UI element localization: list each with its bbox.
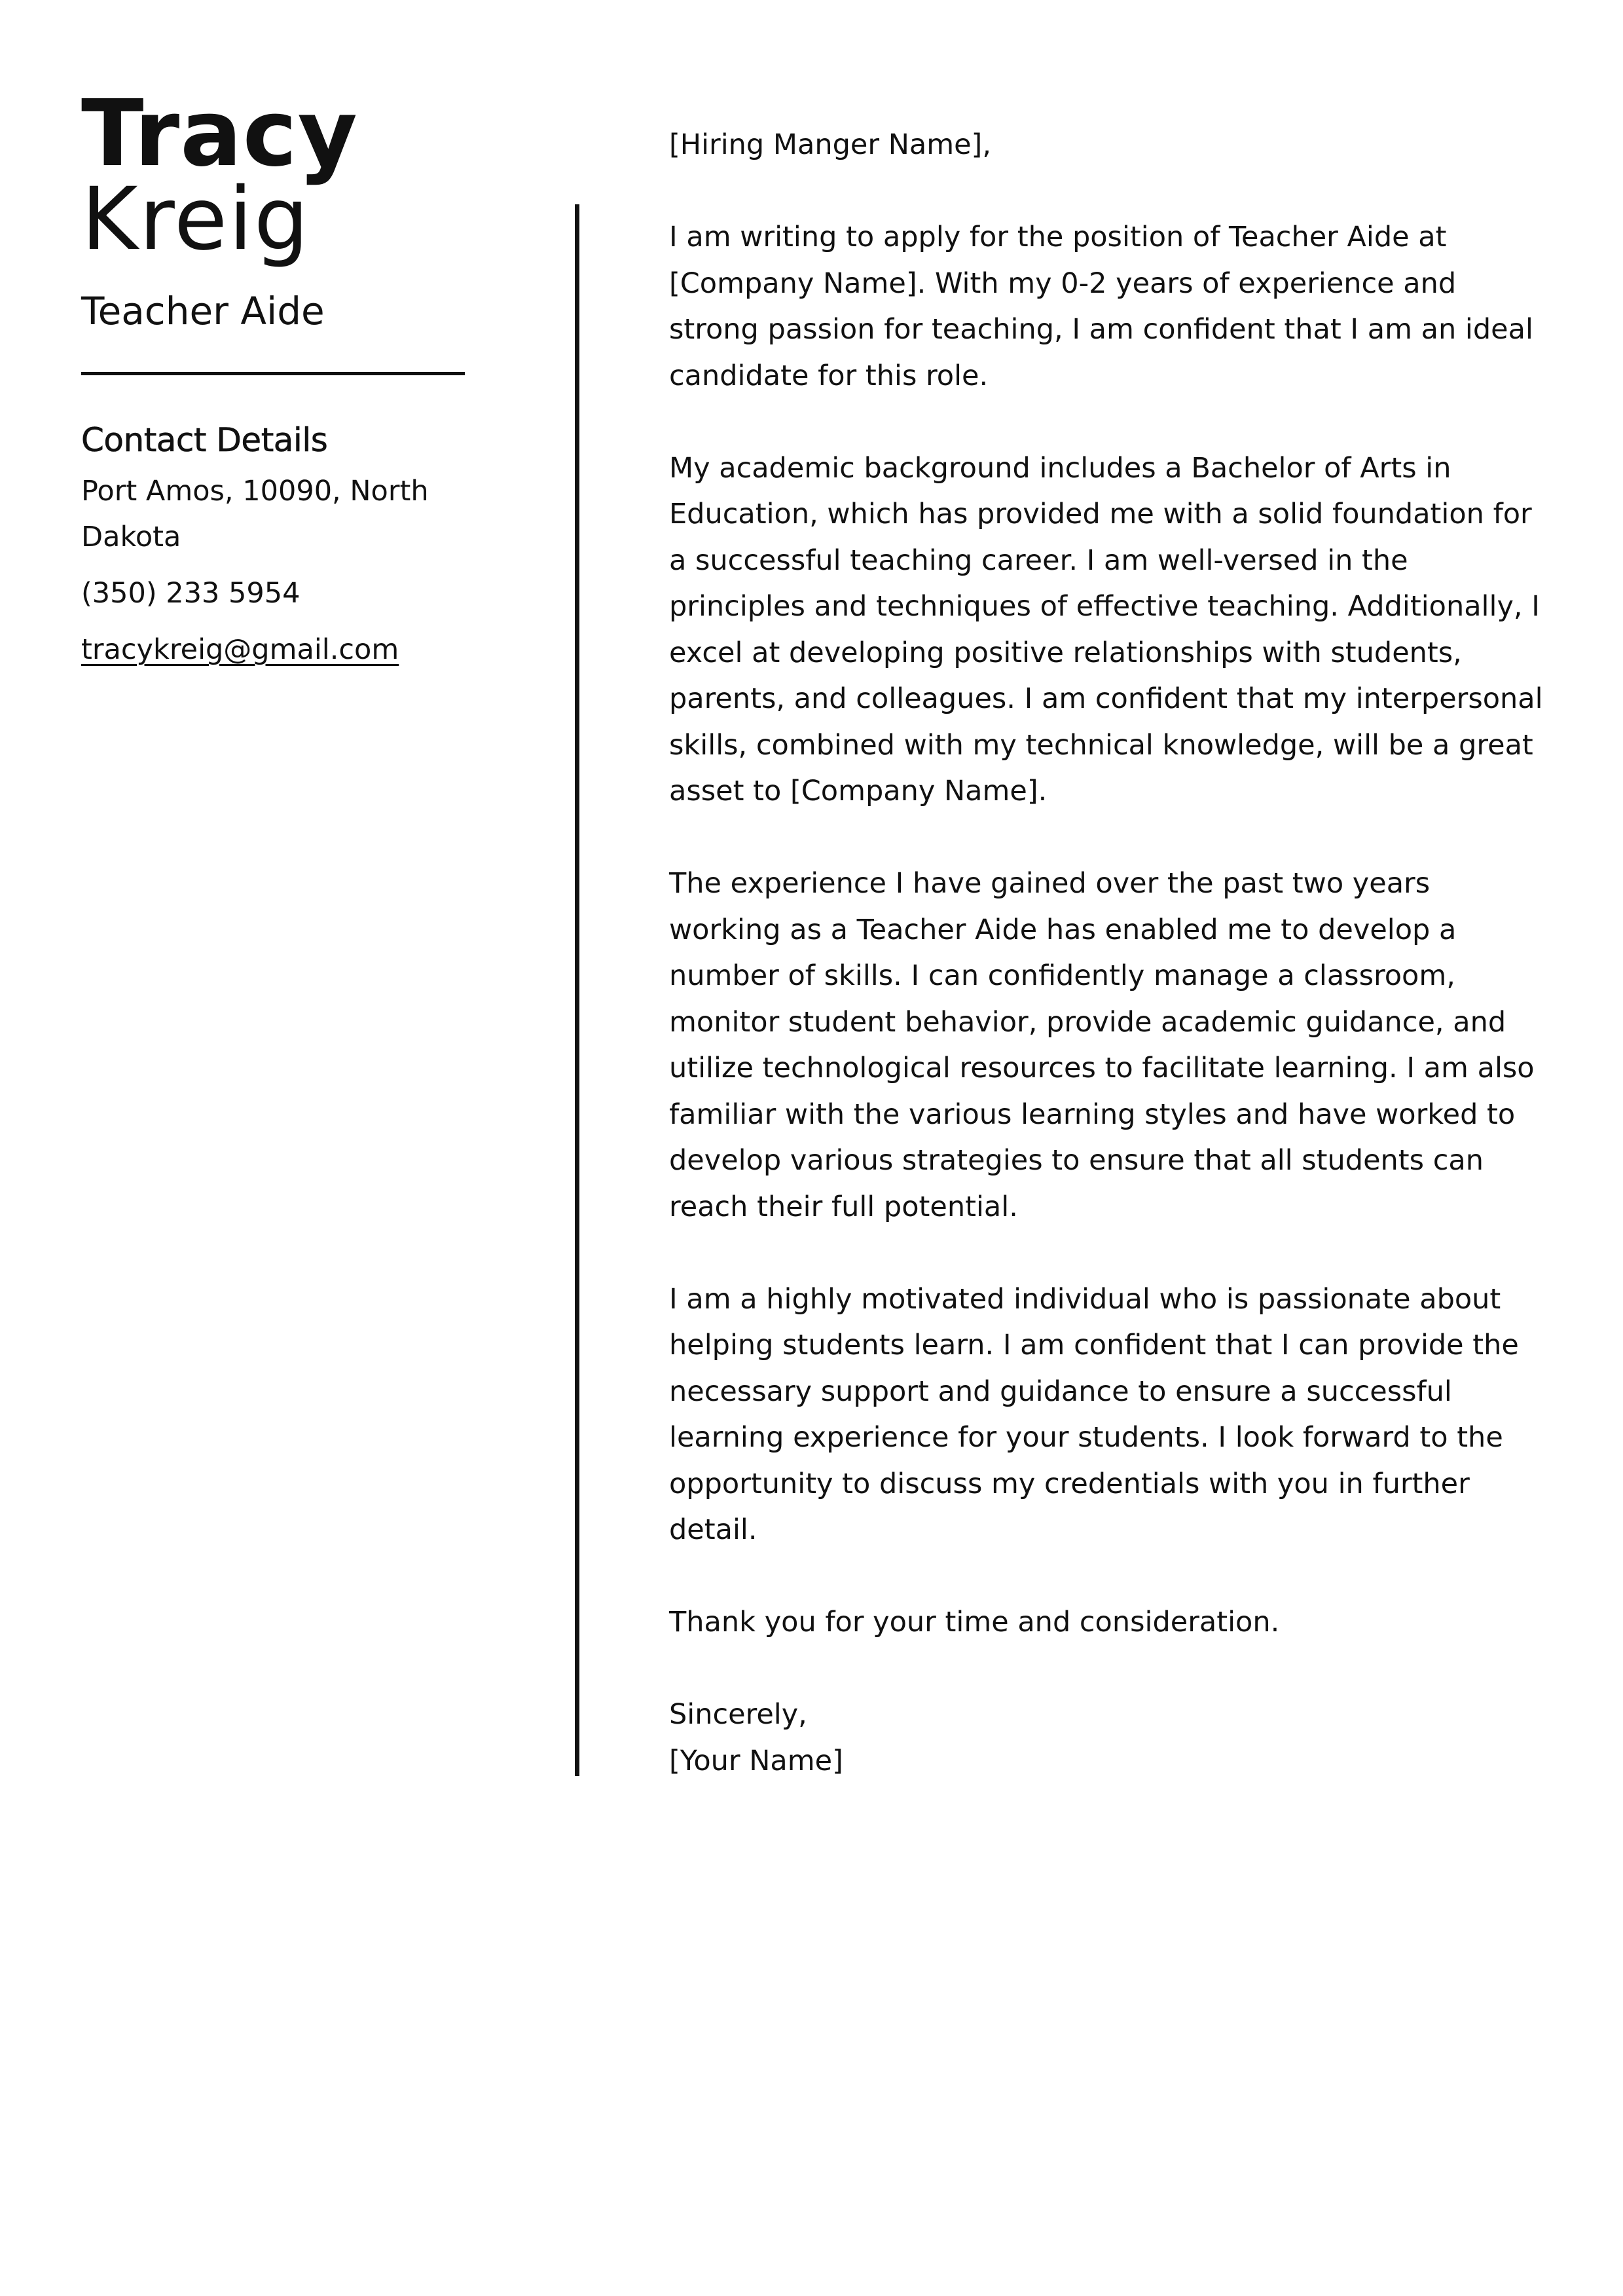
column-divider — [575, 204, 579, 1776]
signature: [Your Name] — [669, 1744, 843, 1777]
paragraph-experience: The experience I have gained over the past two years working as a Teacher Aide has enabled me to develop a number of skills. I can confidently manage a classroom, monitor student behavior, provide academic guidance, and utilize technological resources to facilitate learning. I am also familiar with the various learning styles and have worked to develop various strategies to ensure that all students can reach their full potential. — [669, 867, 1535, 1223]
last-name: Kreig — [81, 169, 310, 270]
candidate-name — [81, 81, 467, 270]
contact-heading: Contact Details — [81, 421, 328, 459]
paragraph-motivation: I am a highly motivated individual who is passionate about helping students learn. I am confident that I can provide the necessary support and guidance to ensure a successful learning experience for your students. I look forward to the opportunity to discuss my credentials with you in further detail. — [669, 1282, 1519, 1546]
contact-phone: (350) 233 5954 — [81, 577, 301, 610]
sidebar — [81, 81, 467, 673]
closing: Sincerely, — [669, 1698, 807, 1731]
salutation: [Hiring Manger Name], — [669, 128, 992, 161]
sidebar-divider — [81, 372, 465, 375]
paragraph-intro: I am writing to apply for the position of Teacher Aide at [Company Name]. With my 0-2 years of experience and strong passion for teaching, I am confident that I am an ideal candidate for this role. — [669, 221, 1533, 392]
letter-body — [669, 122, 1546, 1784]
job-title: Teacher Aide — [81, 289, 325, 333]
email-link[interactable]: tracykreig@gmail.com — [81, 633, 399, 666]
contact-address: Port Amos, 10090, North Dakota — [81, 475, 429, 553]
paragraph-thanks: Thank you for your time and consideration. — [669, 1606, 1280, 1639]
contact-email-row — [81, 627, 467, 673]
paragraph-education: My academic background includes a Bachelor of Arts in Education, which has provided me with a solid foundation for a successful teaching career. I am well-versed in the principles and techniques of effective teaching. Additionally, I excel at developing positive relationships with students, parents, and colleagues. I am confident that my interpersonal skills, combined with my technical knowledge, will be a great asset to [Company Name]. — [669, 451, 1543, 807]
first-name: Tracy — [81, 81, 358, 187]
